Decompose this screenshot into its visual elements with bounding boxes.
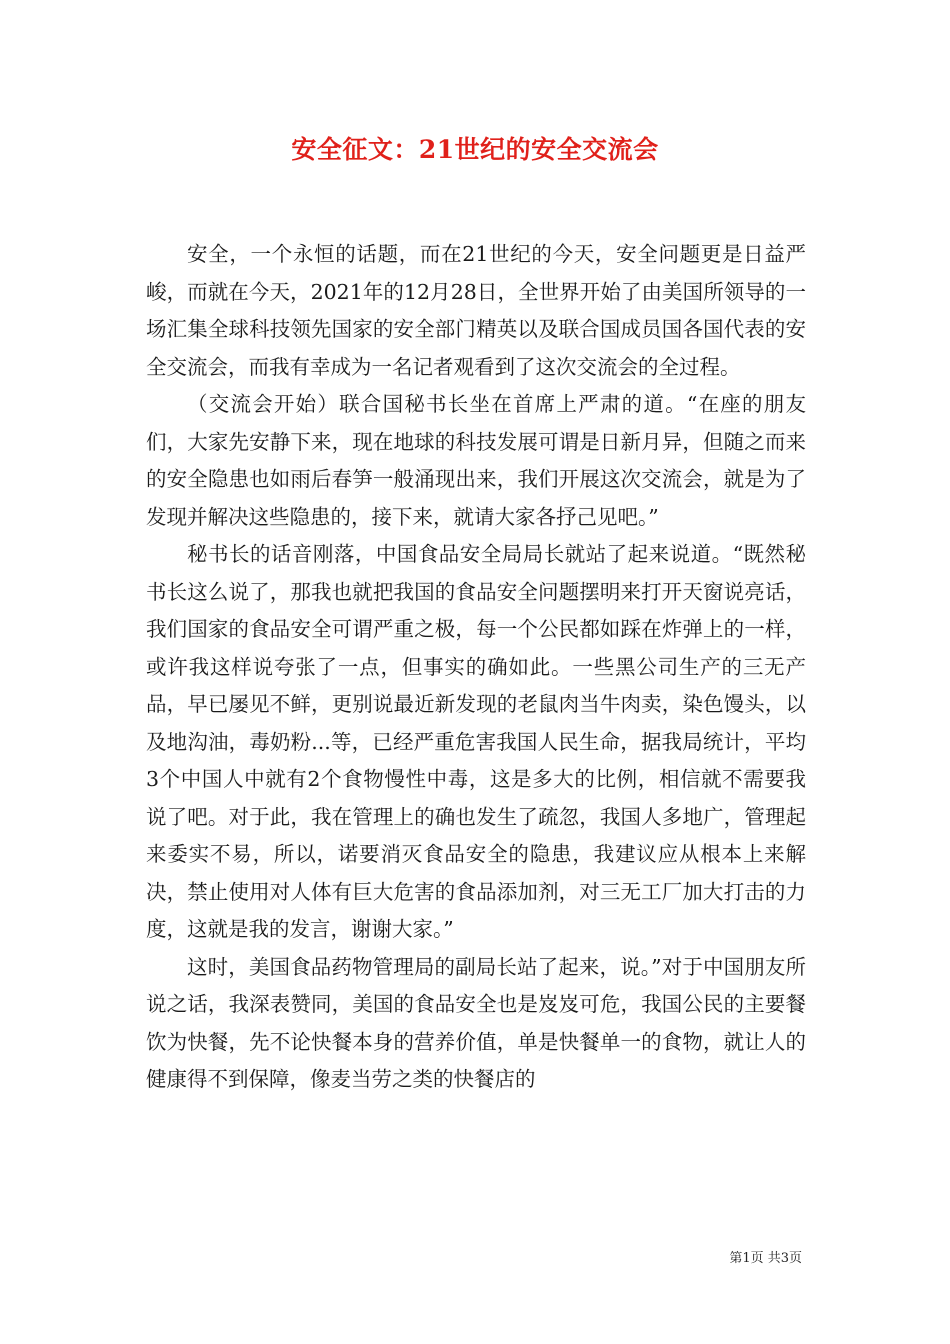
page-number: 第1页 共3页 <box>729 1251 802 1266</box>
document-title: 安全征文：21世纪的安全交流会 <box>291 135 659 164</box>
paragraph-4: 这时，美国食品药物管理局的副局长站了起来，说。”对于中国朋友所说之话，我深表赞同，美国的食品安全也是岌岌可危，我国公民的主要餐饮为快餐，先不论快餐本身的营养价值，单是快餐单一的食物，就让人的健康得不到保障，像麦当劳之类的快餐店的 <box>146 954 806 1091</box>
paragraph-1: 安全，一个永恒的话题，而在21世纪的今天，安全问题更是日益严峻，而就在今天，2021年的12月28日，全世界开始了由美国所领导的一场汇集全球科技领先国家的安全部门精英以及联合国成员国各国代表的安全交流会，而我有幸成为一名记者观看到了这次交流会的全过程。 <box>146 242 806 379</box>
paragraph-3: 秘书长的话音刚落，中国食品安全局局长就站了起来说道。“既然秘书长这么说了，那我也就把我国的食品安全问题摆明来打开天窗说亮话，我们国家的食品安全可谓严重之极，每一个公民都如踩在炸弹上的一样，或许我这样说夸张了一点，但事实的确如此。一些黑公司生产的三无产品，早已屡见不鲜，更别说最近新发现的老鼠肉当牛肉卖，染色馒头，以及地沟油，毒奶粉...等，已经严重危害我国人民生命，据我局统计，平均3个中国人中就有2个食物慢性中毒，这是多大的比例，相信就不需要我说了吧。对于此，我在管理上的确也发生了疏忽，我国人多地广，管理起来委实不易，所以，诺要消灭食品安全的隐患，我建议应从根本上来解决，禁止使用对人体有巨大危害的食品添加剂，对三无工厂加大打击的力度，这就是我的发言，谢谢大家。” <box>146 542 806 941</box>
paragraph-2: （交流会开始）联合国秘书长坐在首席上严肃的道。“在座的朋友们，大家先安静下来，现在地球的科技发展可谓是日新月异，但随之而来的安全隐患也如雨后春笋一般涌现出来，我们开展这次交流会，就是为了发现并解决这些隐患的，接下来，就请大家各抒己见吧。” <box>146 392 806 529</box>
document-body <box>146 236 806 1099</box>
